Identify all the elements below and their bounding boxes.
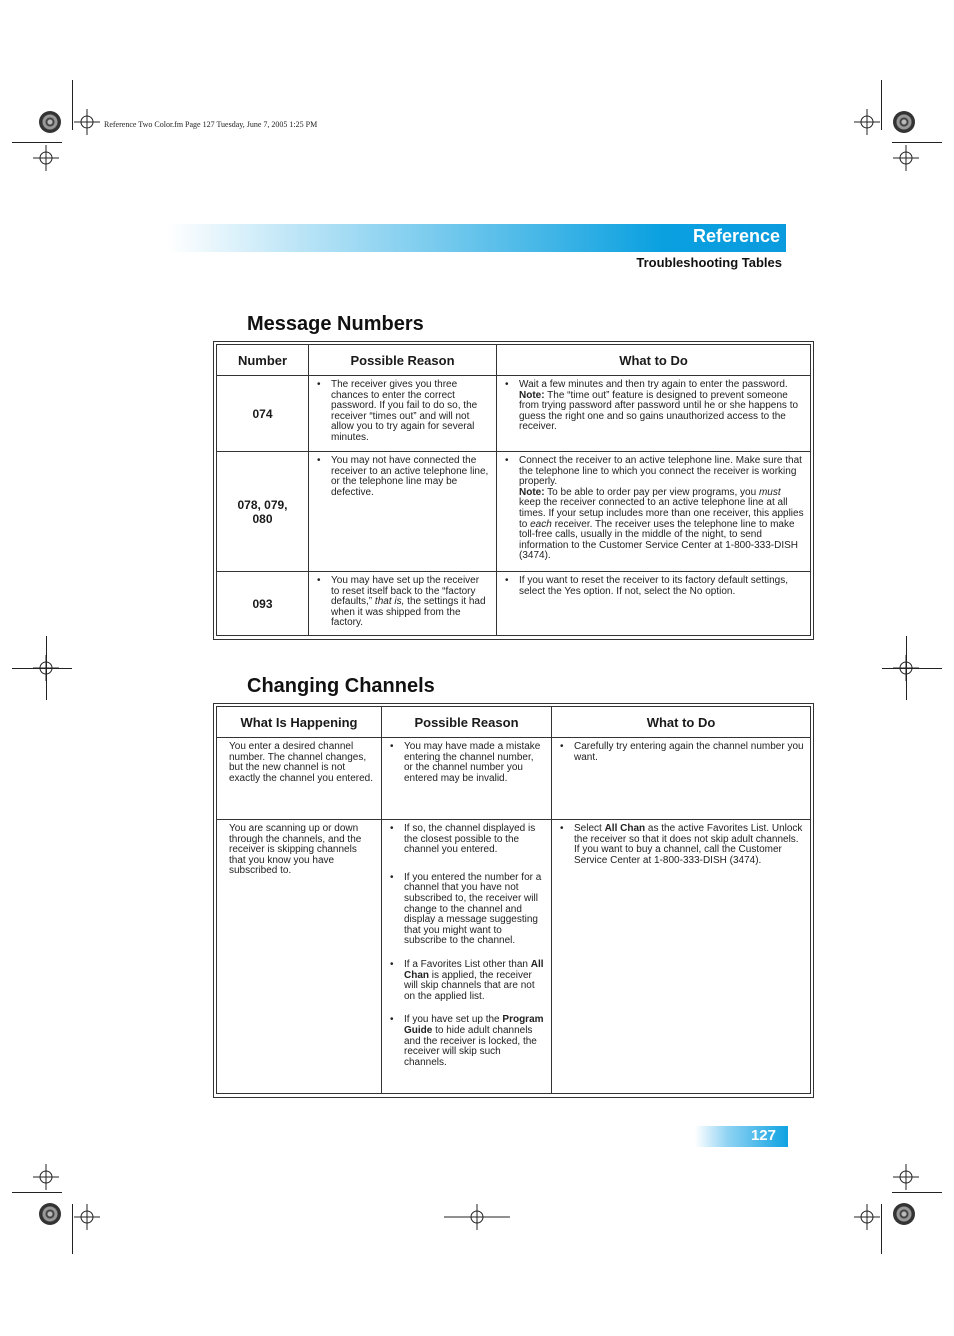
section-header-band — [168, 224, 786, 252]
table-row — [217, 572, 811, 636]
color-dial-icon — [893, 111, 915, 133]
possible-reason: • You may not have connected the receiver to an active telephone line, or the telephone line may be defective. — [309, 452, 497, 572]
table-row — [217, 820, 811, 1094]
color-dial-icon — [39, 1203, 61, 1225]
column-header: Number — [217, 345, 309, 376]
message-numbers-heading: Message Numbers — [247, 313, 424, 335]
table-row — [217, 738, 811, 820]
list-item: • If so, the channel displayed is the closest possible to the channel you entered. — [390, 824, 545, 856]
registration-mark-icon — [893, 1164, 919, 1190]
table-row — [217, 376, 811, 452]
possible-reason: • You may have set up the receiver to reset itself back to the “factory defaults,” that is, the settings it had when it was shipped from the factory. — [309, 572, 497, 636]
page-subtitle: Troubleshooting Tables — [636, 255, 782, 270]
registration-mark-icon — [74, 109, 100, 135]
what-to-do: • Select All Chan as the active Favorites List. Unlock the receiver so that it does not skip adult channels. If you want to buy a channel, call the Customer Service Center at 1-800-333-DISH (3474). — [552, 820, 811, 1094]
message-number: 078, 079, 080 — [217, 452, 309, 572]
column-header: What Is Happening — [217, 707, 382, 738]
what-to-do: • Carefully try entering again the channel number you want. — [552, 738, 811, 820]
registration-mark-icon — [854, 1204, 880, 1230]
changing-channels-table — [216, 706, 811, 1094]
message-number: 093 — [217, 572, 309, 636]
registration-mark-icon — [893, 145, 919, 171]
possible-reason: • You may have made a mistake entering the channel number, or the channel number you entered may be invalid. — [382, 738, 552, 820]
column-header: Possible Reason — [309, 345, 497, 376]
page-number-band — [695, 1126, 788, 1147]
page-number: 127 — [750, 1127, 776, 1144]
registration-mark-icon — [854, 109, 880, 135]
what-to-do: • Connect the receiver to an active telephone line. Make sure that the telephone line to which you connect the receiver is working properly. Note: To be able to order pay per view programs, you must keep the receiver connected to an active telephone line at all times. If your setup includes more than one receiver, this applies to each receiver. The receiver uses the telephone line to make toll-free calls, usually in the middle of the night, to send information to the Customer Service Center at 1-800-333-DISH (3474). — [497, 452, 811, 572]
column-header: What to Do — [552, 707, 811, 738]
message-numbers-table — [216, 344, 811, 636]
table-header-row — [217, 707, 811, 738]
file-slug: Reference Two Color.fm Page 127 Tuesday, June 7, 2005 1:25 PM — [104, 120, 318, 129]
color-dial-icon — [39, 111, 61, 133]
registration-mark-icon — [893, 655, 919, 681]
possible-reason — [382, 820, 552, 1094]
section-title: Reference — [692, 226, 780, 246]
note-label: Note: — [519, 389, 545, 401]
what-is-happening: You are scanning up or down through the channels, and the receiver is skipping channels that you know you have subscribed to. — [217, 820, 382, 1094]
what-to-do: • Wait a few minutes and then try again to enter the password. Note: The “time out” feature is designed to prevent someone from trying password after password until he or she happens to guess the right one and so gains unauthorized access to the receiver. — [497, 376, 811, 452]
color-dial-icon — [893, 1203, 915, 1225]
list-item: • If you entered the number for a channel that you have not subscribed to, the receiver will change to the channel and display a message suggesting that you might want to subscribe to the channel. — [390, 873, 545, 947]
message-number: 074 — [217, 376, 309, 452]
registration-mark-icon — [33, 655, 59, 681]
table-header-row — [217, 345, 811, 376]
registration-mark-icon — [33, 145, 59, 171]
column-header: What to Do — [497, 345, 811, 376]
table-row — [217, 452, 811, 572]
possible-reason: • The receiver gives you three chances to enter the correct password. If you fail to do so, the receiver “times out” and will not allow you to try again for several minutes. — [309, 376, 497, 452]
what-is-happening: You enter a desired channel number. The channel changes, but the new channel is not exactly the channel you entered. — [217, 738, 382, 820]
registration-mark-icon — [444, 1204, 510, 1230]
registration-mark-icon — [74, 1204, 100, 1230]
registration-mark-icon — [33, 1164, 59, 1190]
list-item: • If you have set up the Program Guide to hide adult channels and the receiver is locked, the receiver will skip such channels. — [390, 1015, 545, 1068]
list-item: • If a Favorites List other than All Chan is applied, the receiver will skip channels that are not on the applied list. — [390, 960, 545, 1002]
column-header: Possible Reason — [382, 707, 552, 738]
changing-channels-heading: Changing Channels — [247, 675, 435, 697]
what-to-do: • If you want to reset the receiver to its factory default settings, select the Yes option. If not, select the No option. — [497, 572, 811, 636]
note-label: Note: — [519, 486, 545, 498]
